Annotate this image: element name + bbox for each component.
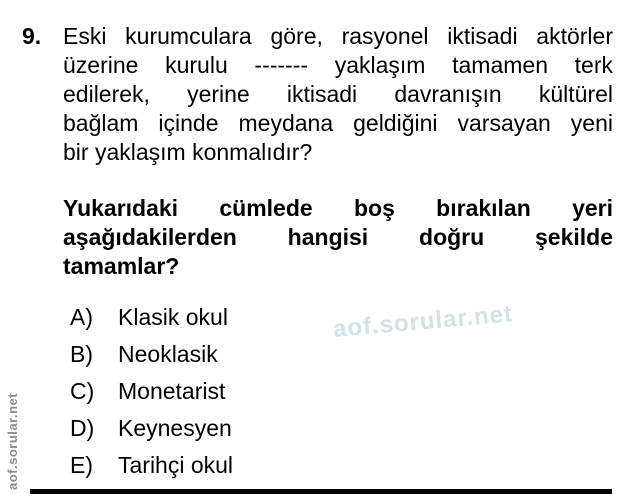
question-body-line: edilerek, yerine iktisadi davranışın kültürel [63,81,613,107]
side-watermark: aof.sorular.net [5,392,20,490]
bottom-divider-bar [30,489,612,494]
question-body-line: Eski kurumculara göre, rasyonel iktisadi aktörler [63,23,613,49]
question-body-line: üzerine kurulu ------- yaklaşım tamamen terk [63,52,613,78]
question-prompt-line: Yukarıdaki cümlede boş bırakılan yeri [63,195,613,221]
option-b[interactable] [70,336,490,373]
question-prompt [63,194,613,281]
option-d-text: Keynesyen [118,415,232,441]
option-d[interactable] [70,410,490,447]
question-prompt-line: tamamlar? [63,253,180,279]
option-d-letter: D) [70,415,95,441]
option-e-text: Tarihçi okul [118,452,234,478]
question-body-line: bağlam içinde meydana geldiğini varsayan yeni [63,110,613,136]
option-b-text: Neoklasik [118,341,218,367]
option-a-text: Klasik okul [118,304,228,330]
option-c-letter: C) [70,378,95,404]
center-watermark: aof.sorular.net [332,300,515,343]
option-c[interactable] [70,373,490,410]
option-a-letter: A) [70,304,93,330]
question-body [63,22,613,167]
option-e[interactable] [70,447,490,484]
option-c-text: Monetarist [118,378,226,404]
question-prompt-line: aşağıdakilerden hangisi doğru şekilde [63,224,613,250]
question-body-line: bir yaklaşım konmalıdır? [63,139,313,165]
option-e-letter: E) [70,452,93,478]
option-b-letter: B) [70,341,93,367]
question-number: 9. [22,23,42,49]
